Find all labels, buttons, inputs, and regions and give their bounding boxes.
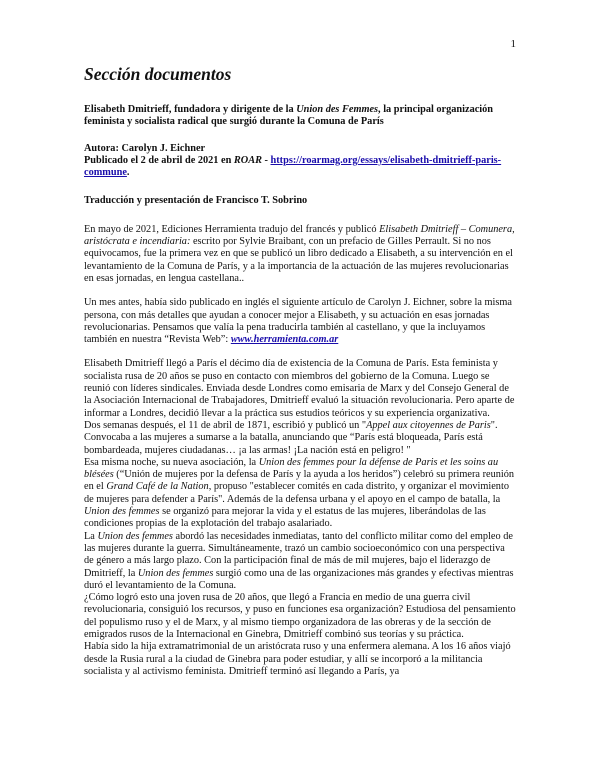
appel-title: Appel aux citoyennes de Paris — [366, 419, 491, 431]
publication-line — [84, 155, 516, 180]
body4-c: surgió como una de las organizaciones más grandes y efectivas mientras duró el levantamiento de la Comuna. — [84, 567, 514, 591]
intro1-a: En mayo de 2021, Ediciones Herramienta tradujo del francés y publicó — [84, 223, 380, 235]
body3-a: Esa misma noche, su nueva asociación, la — [84, 456, 259, 468]
body-paragraph-5: ¿Cómo logró esto una joven rusa de 20 años, que llegó a Francia en medio de una guerra civil revolucionaria, consiguió los recursos, y puso en funciones esa organización? Estudiosa del pensamiento del populismo ruso y el de Marx, y al mismo tiempo organizadora de las obreras y de la sección de emigrados rusos de la Internacional en Ginebra, Dmitrieff combinó sus teorías y su práctica. — [84, 592, 516, 640]
translation-credit: Traducción y presentación de Francisco T. Sobrino — [84, 195, 308, 207]
body4-b: abordó las necesidades inmediatas, tanto del conflicto militar como del empleo de las mujeres durante la guerra. Simultáneamente, trazó un cambio socioeconómico con una perspectiva de género a más largo plazo. Con la participación final de más de mil mujeres, bajo el liderazgo de Dmitrieff, la — [84, 530, 513, 579]
cafe-name: Grand Café de la Nation — [106, 481, 209, 493]
body3-c: , propuso "establecer comités en cada distrito, y organizar el movimiento de mujeres para defender a París". Además de la defensa urbana y el apoyo en el campo de batalla, la — [84, 481, 509, 505]
herramienta-link[interactable]: www.herramienta.com.ar — [230, 334, 339, 346]
intro1-b: escrito por Sylvie Braibant, con un prefacio de Gilles Perrault. Si no nos equivocamos, fue la primera vez en que se publicó un libro dedicado a Elisabeth, a su intervención en el levantamiento de la Comuna de París, y a la importancia de la actuación de las mujeres revolucionarias en esas jornadas, en lengua castellana.. — [84, 236, 513, 284]
body2-a: Dos semanas después, el 11 de abril de 1871, escribió y publicó un " — [84, 419, 367, 431]
title-part1: Elisabeth Dmitrieff, fundadora y dirigente de la — [84, 104, 297, 115]
union-name: Union des femmes — [84, 506, 160, 518]
intro-paragraph-2 — [84, 297, 516, 346]
body-paragraph-3 — [84, 457, 516, 531]
body-paragraph-2 — [84, 420, 516, 457]
body3-b: (“Unión de mujeres por la defensa de París y la ayuda a los heridos”) celebró su primera reunión en el — [84, 469, 515, 493]
union-name: Union des femmes — [97, 530, 173, 542]
book-title: Elisabeth Dmitrieff – Comunera, aristócrata e incendiaria: — [84, 223, 515, 248]
union-full-name: Union des femmes pour la défense de Paris et les soins au blésées — [84, 456, 499, 481]
author-line: Autora: Carolyn J. Eichner — [84, 142, 206, 154]
body3-d: se organizó para mejorar la vida y el estatus de las mujeres, liberándolas de las condiciones propias de la explotación del trabajo asalariado. — [84, 506, 486, 530]
source-link[interactable]: https://roarmag.org/essays/elisabeth-dmitrieff-paris-commune — [84, 154, 502, 179]
body4-a: La — [84, 530, 98, 542]
body-paragraph-6: Había sido la hija extramatrimonial de un aristócrata ruso y una enfermera alemana. A los 16 años viajó desde la Rusia rural a la ciudad de Ginebra para poder estudiar, y allí se incorporó a la militancia socialista y al activismo feminista. Dmitrieff terminó así llegando a París, ya — [84, 641, 511, 677]
body-paragraph-4 — [84, 531, 516, 592]
title-union: Union des Femmes — [296, 104, 379, 115]
page-number: 1 — [510, 38, 516, 50]
pub-prefix: Publicado el 2 de abril de 2021 en — [84, 154, 234, 166]
union-name: Union des femmes — [137, 567, 214, 579]
title-part2: , la principal organización feminista y socialista radical que surgió durante la Comuna de París — [84, 104, 494, 128]
section-title: Sección documentos — [84, 64, 232, 84]
pub-end: . — [126, 167, 130, 179]
intro2-a: Un mes antes, había sido publicado en inglés el siguiente artículo de Carolyn J. Eichner, sobre la misma persona, con más detalles que ayudan a conocer mejor a Elisabeth, y su actuación en esas jornadas revolucionarias. Pensamos que valía la pena traducirla también al castellano, y que la incluyamos también en nuestra “Revista Web”: — [84, 297, 512, 346]
article-title — [84, 104, 516, 129]
body2-b: ". Convocaba a las mujeres a sumarse a la batalla, anunciando que “París está bloqueada, París está bombardeada, mujeres ciudadanas… ¡a las armas! ¡La nación está en peligro! " — [84, 419, 498, 456]
body-paragraph-1: Elisabeth Dmitrieff llegó a París el décimo día de existencia de la Comuna de París. Esta feminista y socialista rusa de 20 años se puso en contacto con miembros del gobierno de la Comuna. Luego se reunió con líderes sindicales. Enviada desde Londres como emisaria de Marx y del Consejo General de la Asociación Internacional de Trabajadores, Dmitrieff evaluó la situación revolucionaria. Pero aparte de informar a Londres, decidió llevar a la práctica sus estudios teóricos y su experiencia organizativa. — [84, 358, 515, 419]
pub-outlet: ROAR — [233, 154, 262, 166]
pub-dash: - — [261, 154, 271, 166]
document-body — [84, 64, 516, 678]
intro-paragraph-1 — [84, 224, 516, 285]
